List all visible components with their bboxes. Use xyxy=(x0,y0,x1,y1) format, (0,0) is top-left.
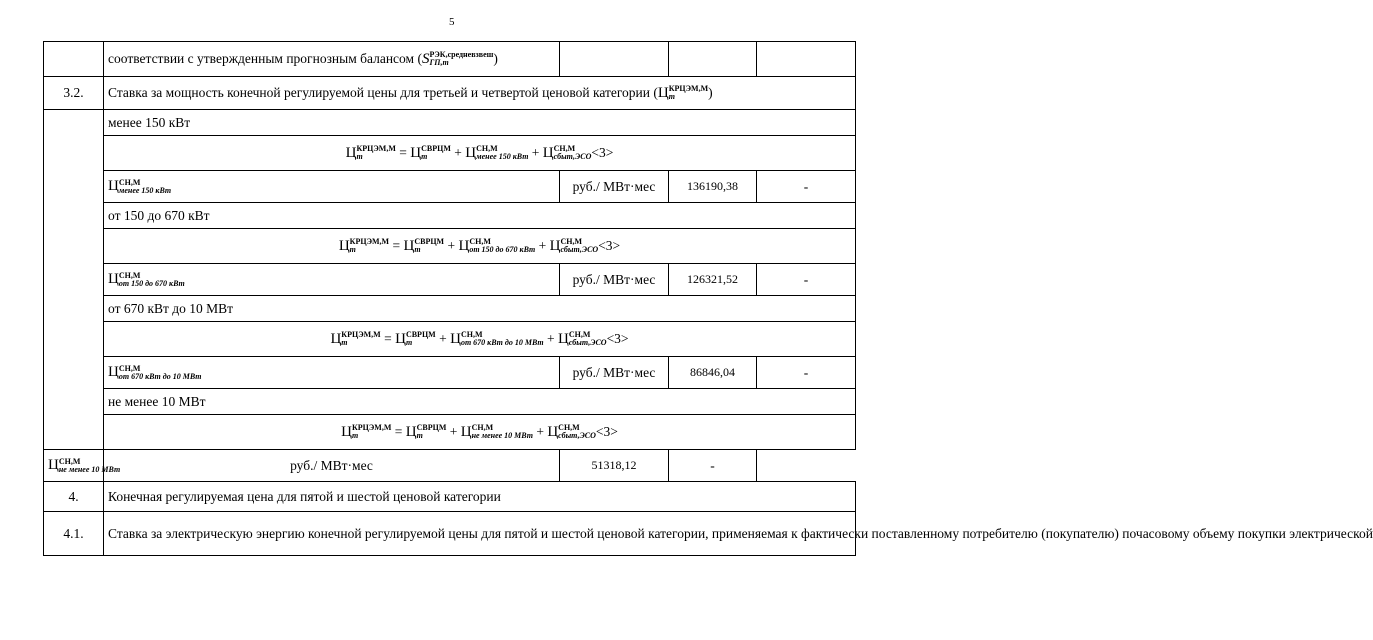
page-number: 5 xyxy=(449,16,455,28)
row-4 xyxy=(44,482,856,512)
subscript: сбыт,ЭСО xyxy=(553,152,592,161)
superscript: СН,М xyxy=(471,423,494,432)
unit-cell: руб./ МВт·мес xyxy=(560,357,669,389)
formula-symbol xyxy=(422,51,493,68)
value-cell: 86846,04 xyxy=(669,357,757,389)
superscript: СН,М xyxy=(460,330,483,339)
superscript: КРЦЭМ,М xyxy=(356,144,396,153)
equals-sign: = xyxy=(399,144,407,160)
symbol: Ц xyxy=(108,364,119,380)
unit-cell: руб./ МВт·мес xyxy=(560,171,669,203)
text-cell xyxy=(104,42,560,77)
symbol: Ц xyxy=(557,330,569,347)
value-row xyxy=(44,171,856,203)
symbol: Ц xyxy=(460,423,472,440)
symbol: Ц xyxy=(542,144,554,161)
superscript: СН,М xyxy=(476,144,498,153)
subscript: m xyxy=(668,92,675,101)
subscript: не менее 10 МВт xyxy=(58,464,121,474)
subscript: m xyxy=(349,245,356,254)
plus-sign: + xyxy=(536,423,544,439)
dash-cell: - xyxy=(757,264,856,296)
symbol: Ц xyxy=(403,237,415,254)
superscript: КРЦЭМ,М xyxy=(351,423,392,432)
dash-cell: - xyxy=(757,357,856,389)
subscript: от 670 кВт до 10 МВт xyxy=(118,371,202,381)
superscript: СН,М xyxy=(118,270,141,280)
subscript: от 670 кВт до 10 МВт xyxy=(460,338,544,347)
superscript: СН,М xyxy=(58,456,81,466)
value-label xyxy=(44,450,121,482)
footnote-ref: <3> xyxy=(591,144,614,160)
plus-sign: + xyxy=(531,144,540,160)
subscript: m xyxy=(421,152,428,161)
formula-row xyxy=(44,415,856,450)
dash-cell: - xyxy=(757,171,856,203)
symbol: Ц xyxy=(405,423,417,440)
formula xyxy=(104,136,856,171)
value-cell: 126321,52 xyxy=(669,264,757,296)
value-label xyxy=(104,171,560,203)
tariff-table xyxy=(43,41,1373,556)
group-header-row xyxy=(44,296,856,322)
superscript: КРЦЭМ,М xyxy=(341,330,381,339)
superscript: СН,М xyxy=(469,237,491,246)
empty-cell xyxy=(757,42,856,77)
row-number: 4. xyxy=(44,482,104,512)
symbol: Ц xyxy=(48,457,59,473)
subscript: не менее 10 МВт xyxy=(471,431,533,440)
empty-cell xyxy=(560,42,669,77)
symbol: Ц xyxy=(657,84,669,101)
subscript: сбыт,ЭСО xyxy=(558,431,596,440)
symbol: Ц xyxy=(465,144,477,161)
empty-cell xyxy=(669,42,757,77)
formula xyxy=(104,415,856,450)
subscript: сбыт,ЭСО xyxy=(560,245,599,254)
value-cell: 51318,12 xyxy=(560,450,669,482)
symbol: S xyxy=(421,50,430,67)
superscript: СВРЦМ xyxy=(421,144,451,153)
superscript: СН,М xyxy=(560,237,583,246)
symbol: Ц xyxy=(330,330,342,347)
superscript: РЭК,средневзвеш xyxy=(429,50,494,59)
row-text-content: Ставка за мощность конечной регулируемой цены для третьей и четвертой ценовой категории ( xyxy=(108,84,658,100)
formula-row xyxy=(44,136,856,171)
row-text: Конечная регулируемая цена для пятой и шестой ценовой категории xyxy=(104,482,856,512)
row-number: 3.2. xyxy=(44,77,104,110)
continuation-text: соответствии с утвержденным прогнозным балансом ( xyxy=(108,50,422,66)
plus-sign: + xyxy=(538,237,547,253)
value-label xyxy=(104,357,560,389)
row-number: 4.1. xyxy=(44,512,104,556)
footnote-ref: <3> xyxy=(598,237,621,253)
subscript: менее 150 кВт xyxy=(118,185,172,195)
subscript: m xyxy=(414,245,421,254)
group-header-row xyxy=(44,110,856,136)
plus-sign: + xyxy=(449,423,458,439)
subscript: ГП,m xyxy=(429,58,449,67)
subscript: m xyxy=(351,431,359,440)
superscript: СН,М xyxy=(553,144,576,153)
symbol: Ц xyxy=(338,237,350,254)
symbol: Ц xyxy=(395,330,406,347)
superscript: СВРЦМ xyxy=(416,423,447,432)
paren: ) xyxy=(493,50,498,66)
formula-symbol xyxy=(658,85,708,102)
superscript: СН,М xyxy=(118,177,141,187)
formula-row xyxy=(44,229,856,264)
footnote-ref: <3> xyxy=(595,423,618,439)
subscript: m xyxy=(405,338,413,347)
plus-sign: + xyxy=(454,144,462,160)
symbol: Ц xyxy=(341,423,352,440)
superscript: СН,М xyxy=(568,330,591,339)
symbol: Ц xyxy=(108,271,119,287)
group-header: от 150 до 670 кВт xyxy=(104,203,856,229)
plus-sign: + xyxy=(546,330,555,346)
merged-num-cell xyxy=(44,110,104,450)
subscript: от 150 до 670 кВт xyxy=(118,278,185,288)
equals-sign: = xyxy=(392,237,401,253)
row-continuation xyxy=(44,42,856,77)
unit-cell: руб./ МВт·мес xyxy=(104,450,560,482)
symbol: Ц xyxy=(108,178,119,194)
plus-sign: + xyxy=(447,237,456,253)
formula xyxy=(104,229,856,264)
row-3-2 xyxy=(44,77,856,110)
subscript: от 150 до 670 кВт xyxy=(469,245,536,254)
plus-sign: + xyxy=(439,330,447,346)
superscript: СН,М xyxy=(118,363,141,373)
row-4-1 xyxy=(44,512,856,556)
group-header-row xyxy=(44,389,856,415)
superscript: КРЦЭМ,М xyxy=(349,237,390,246)
subscript: m xyxy=(416,431,423,440)
group-header-row xyxy=(44,203,856,229)
num-cell xyxy=(44,42,104,77)
symbol: Ц xyxy=(549,237,561,254)
symbol: Ц xyxy=(458,237,470,254)
row-text: Ставка за электрическую энергию конечной регулируемой цены для пятой и шестой ценовой категории, применяемая к фактически поставленному потребителю (покупателю) почасовому объему покупки электрической xyxy=(104,512,856,556)
value-label xyxy=(104,264,560,296)
superscript: СВРЦМ xyxy=(405,330,436,339)
value-cell: 136190,38 xyxy=(669,171,757,203)
symbol: Ц xyxy=(450,330,461,347)
symbol: Ц xyxy=(547,423,559,440)
subscript: сбыт,ЭСО xyxy=(568,338,607,347)
formula xyxy=(104,322,856,357)
footnote-ref: <3> xyxy=(606,330,629,346)
symbol: Ц xyxy=(345,144,357,161)
unit-cell: руб./ МВт·мес xyxy=(560,264,669,296)
superscript: СВРЦМ xyxy=(414,237,445,246)
equals-sign: = xyxy=(384,330,392,346)
row-text xyxy=(104,77,856,110)
paren: ) xyxy=(708,84,713,100)
group-header: от 670 кВт до 10 МВт xyxy=(104,296,856,322)
subscript: m xyxy=(341,338,348,347)
value-row xyxy=(44,357,856,389)
superscript: СН,М xyxy=(558,423,580,432)
equals-sign: = xyxy=(394,423,403,439)
subscript: m xyxy=(356,152,363,161)
group-header: менее 150 кВт xyxy=(104,110,856,136)
dash-cell: - xyxy=(669,450,757,482)
value-row xyxy=(44,264,856,296)
value-row xyxy=(44,450,856,482)
formula-row xyxy=(44,322,856,357)
subscript: менее 150 кВт xyxy=(476,152,529,161)
group-header: не менее 10 МВт xyxy=(104,389,856,415)
superscript: КРЦЭМ,М xyxy=(668,84,709,93)
symbol: Ц xyxy=(410,144,422,161)
